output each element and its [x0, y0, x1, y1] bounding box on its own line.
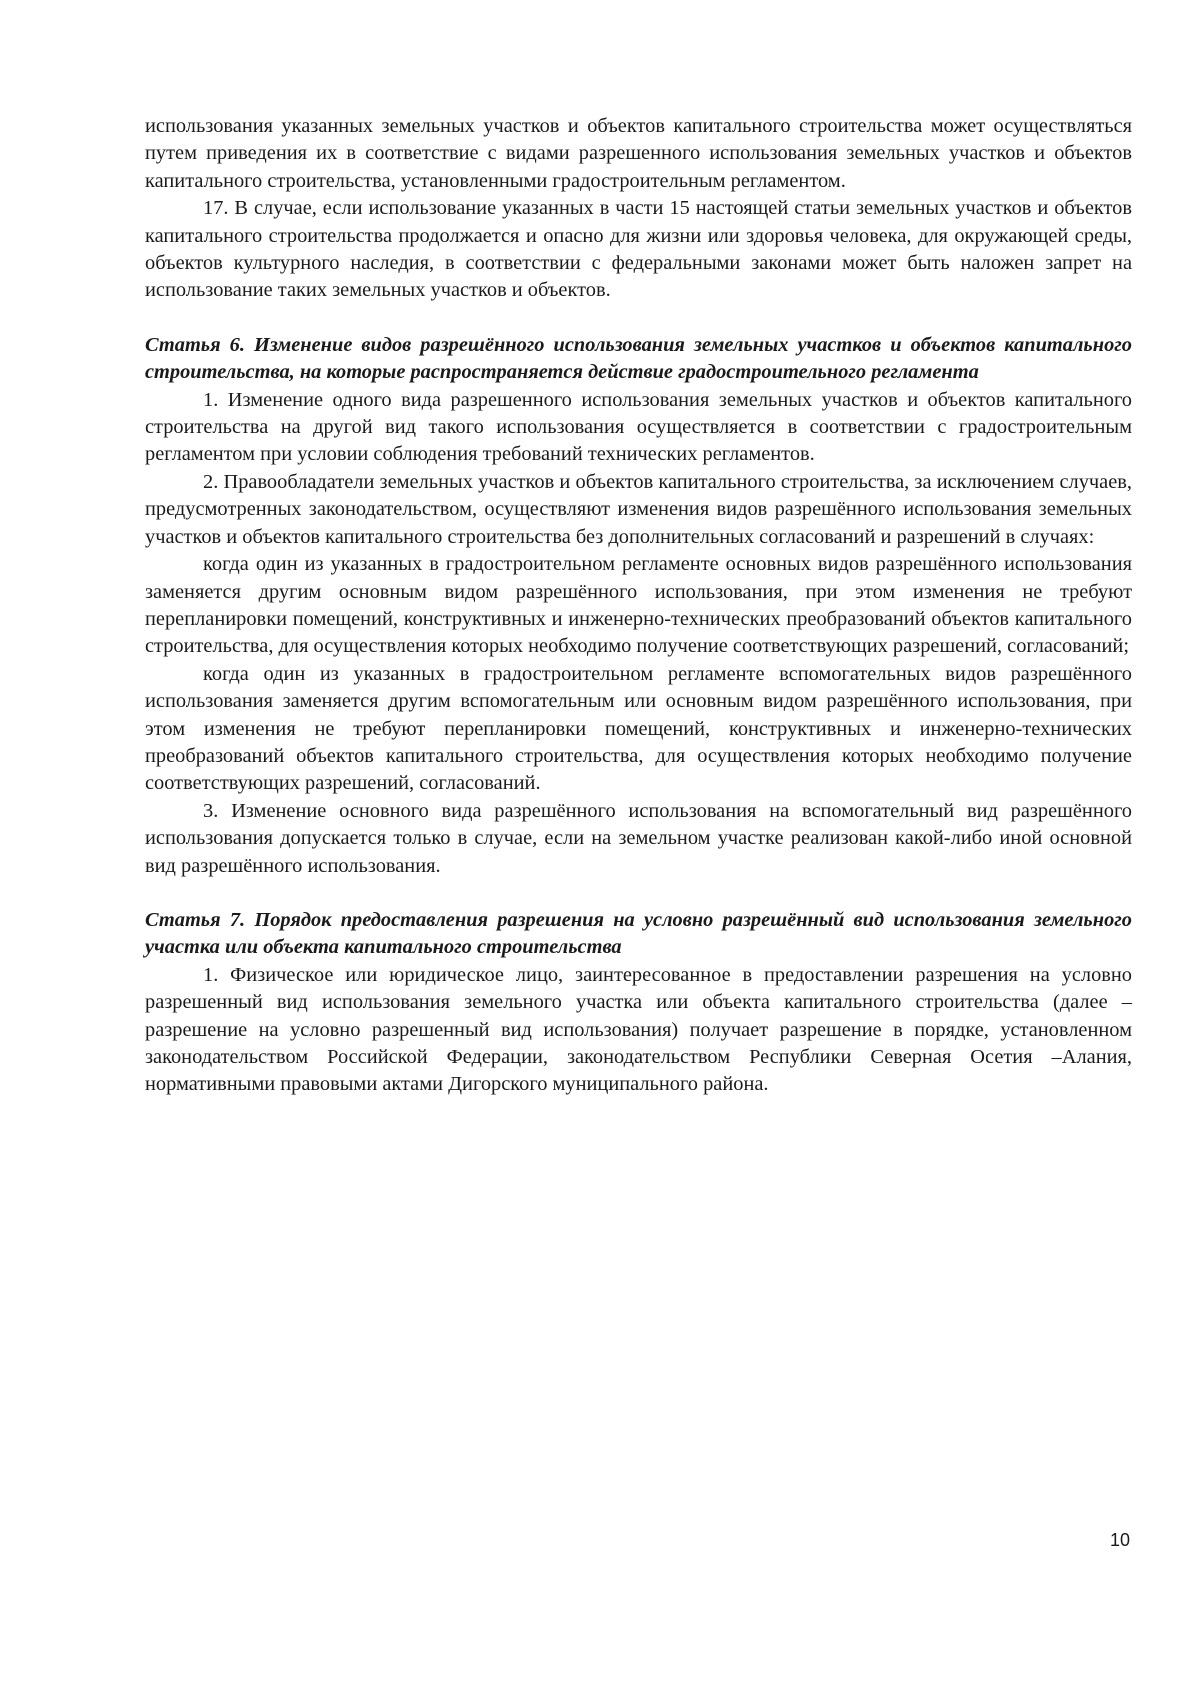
page-number: 10 — [1109, 1530, 1130, 1550]
section-gap — [145, 305, 1132, 332]
section-gap — [145, 880, 1132, 907]
body-paragraph: использования указанных земельных участков и объектов капитального строительства может осуществляться путем приведения их в соответствие с видами разрешенного использования земельных участков и объектов капитального строительства, установленными градостроительным регламентом. — [145, 115, 1132, 192]
article-heading: Статья 6. Изменение видов разрешённого использования земельных участков и объектов капитального строительства, на которые распространяется действие градостроительного регламента — [145, 333, 1132, 384]
body-paragraph: когда один из указанных в градостроительном регламенте вспомогательных видов разрешённого использования заменяется другим вспомогательным или основным видом разрешённого использования, при этом изменения не требуют перепланировки помещений, конструктивных и инженерно-технических преобразований объектов капитального строительства, для осуществления которых необходимо получение соответствующих разрешений, согласований. — [145, 662, 1132, 795]
document-body — [145, 113, 1132, 1099]
body-paragraph: 2. Правообладатели земельных участков и объектов капитального строительства, за исключением случаев, предусмотренных законодательством, осуществляют изменения видов разрешённого использования земельных участков и объектов капитального строительства без дополнительных согласований и разрешений в случаях: — [145, 470, 1132, 548]
body-paragraph: 3. Изменение основного вида разрешённого использования на вспомогательный вид разрешённого использования допускается только в случае, если на земельном участке реализован какой-либо иной основной вид разрешённого использования. — [145, 799, 1132, 877]
body-paragraph: 17. В случае, если использование указанных в части 15 настоящей статьи земельных участков и объектов капитального строительства продолжается и опасно для жизни или здоровья человека, для окружающей среды, объектов культурного наследия, в соответствии с федеральными законами может быть наложен запрет на использование таких земельных участков и объектов. — [145, 197, 1132, 302]
body-paragraph: 1. Изменение одного вида разрешенного использования земельных участков и объектов капитального строительства на другой вид такого использования осуществляется в соответствии с градостроительным регламентом при условии соблюдения требований технических регламентов. — [145, 388, 1132, 466]
body-paragraph: 1. Физическое или юридическое лицо, заинтересованное в предоставлении разрешения на условно разрешенный вид использования земельного участка или объекта капитального строительства (далее – разрешение на условно разрешенный вид использования) получает разрешение в порядке, установленном законодательством Российской Федерации, законодательством Республики Северная Осетия –Алания, нормативными правовыми актами Дигорского муниципального района. — [145, 963, 1132, 1096]
body-paragraph: когда один из указанных в градостроительном регламенте основных видов разрешённого использования заменяется другим основным видом разрешённого использования, при этом изменения не требуют перепланировки помещений, конструктивных и инженерно-технических преобразований объектов капитального строительства, для осуществления которых необходимо получение соответствующих разрешений, согласований; — [145, 553, 1132, 658]
article-heading: Статья 7. Порядок предоставления разрешения на условно разрешённый вид использования земельного участка или объекта капитального строительства — [145, 908, 1132, 959]
